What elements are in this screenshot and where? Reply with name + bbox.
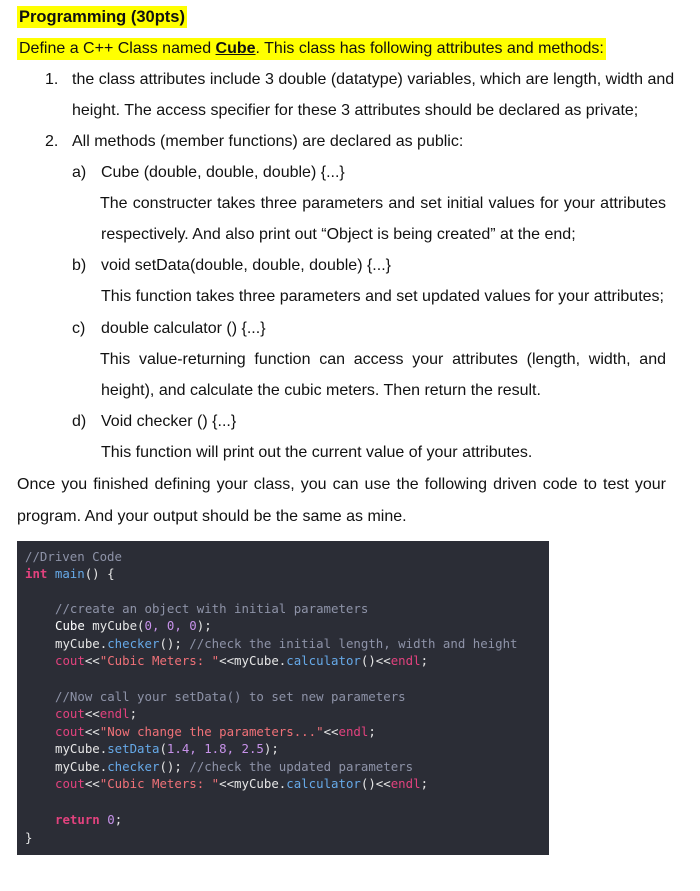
subitem-letter-b: b)	[72, 257, 87, 274]
code-block	[17, 541, 549, 855]
item-1-line-2: height. The access specifier for these 3 attributes should be declared as private;	[72, 102, 639, 119]
subitem-a-desc-1: The constructer takes three parameters and set initial values for your attributes	[100, 195, 666, 212]
code-fn-checker: checker	[107, 636, 160, 651]
item-number-2: 2.	[45, 133, 59, 150]
code-type-cube: Cube	[55, 618, 85, 633]
code-line-cout-1: cout<<"Cubic Meters: "<<myCube.calculator()<<endl;	[55, 653, 429, 668]
code-punct: ();	[159, 759, 182, 774]
code-string: "Cubic Meters: "	[99, 776, 220, 791]
code-fn-calculator: calculator	[286, 653, 361, 668]
code-line-comment-create	[55, 600, 368, 617]
code-keyword-return: return	[55, 812, 100, 827]
code-op: <<	[219, 776, 235, 791]
subitem-b-desc-1: This function takes three parameters and set updated values for your attributes;	[101, 288, 664, 305]
item-1-line-1: the class attributes include 3 double (datatype) variables, which are length, width and	[72, 71, 675, 88]
code-endl: endl	[338, 724, 369, 739]
code-close-brace: }	[25, 830, 33, 845]
code-endl: endl	[390, 776, 421, 791]
code-cout: cout	[55, 653, 85, 668]
code-comment: //create an object with initial parameters	[55, 601, 369, 616]
subitem-d-desc-1: This function will print out the current value of your attributes.	[101, 444, 533, 461]
code-punct: );	[196, 618, 212, 633]
code-string: "Now change the parameters..."	[99, 724, 324, 739]
code-line-cout-endl: cout<<endl;	[55, 706, 138, 721]
code-ident: myCube.	[234, 776, 287, 791]
intro-text-before: Define a C++ Class named	[19, 40, 216, 57]
code-line-main	[25, 565, 115, 582]
code-line-construct	[55, 617, 212, 634]
code-ident: myCube.	[55, 759, 108, 774]
subitem-a-signature: Cube (double, double, double) {...}	[101, 164, 345, 181]
subitem-c-signature: double calculator () {...}	[101, 320, 266, 337]
item-2-line-1: All methods (member functions) are declared as public:	[72, 133, 464, 150]
intro-line	[17, 38, 606, 60]
code-line-close	[25, 829, 32, 846]
code-cout: cout	[55, 776, 85, 791]
code-keyword-int: int	[25, 566, 48, 581]
code-fn-setdata: setData	[107, 741, 160, 756]
code-fn-main: main	[54, 566, 85, 581]
code-comment: //check the initial length, width and height	[181, 636, 518, 651]
code-line-setdata: myCube.setData(1.4, 1.8, 2.5);	[55, 741, 279, 756]
code-line-comment-setdata	[55, 688, 406, 705]
code-op: <<	[84, 653, 100, 668]
subitem-letter-c: c)	[72, 320, 86, 337]
code-op: <<	[219, 653, 235, 668]
class-name: Cube	[215, 40, 256, 57]
code-line-checker-2	[55, 758, 413, 775]
code-endl: endl	[99, 706, 130, 721]
code-punct: () {	[84, 566, 115, 581]
code-op: <<	[375, 776, 391, 791]
code-line-comment-driven	[25, 548, 122, 565]
subitem-c-desc-1: This value-returning function can access your attributes (length, width, and	[100, 351, 666, 368]
subitem-a-desc-2: respectively. And also print out “Object is being created” at the end;	[101, 226, 576, 243]
code-op: <<	[84, 776, 100, 791]
code-op: <<	[375, 653, 391, 668]
code-number: 1.4, 1.8, 2.5	[166, 741, 264, 756]
code-comment: //Now call your setData() to set new parameters	[55, 689, 406, 704]
code-op: <<	[84, 706, 100, 721]
outro-line-2: program. And your output should be the same as mine.	[17, 508, 407, 525]
item-number-1: 1.	[45, 71, 59, 88]
intro-text-after: . This class has following attributes and methods:	[255, 40, 604, 57]
subitem-letter-d: d)	[72, 413, 87, 430]
outro-line-1: Once you finished defining your class, you can use the following driven code to test your	[17, 476, 666, 493]
code-ident: myCube.	[55, 741, 108, 756]
code-ident: myCube.	[234, 653, 287, 668]
code-string: "Cubic Meters: "	[99, 653, 220, 668]
code-line-cout-2: cout<<"Cubic Meters: "<<myCube.calculator()<<endl;	[55, 776, 429, 791]
code-endl: endl	[390, 653, 421, 668]
code-fn-checker: checker	[107, 759, 160, 774]
subitem-c-desc-2: height), and calculate the cubic meters. Then return the result.	[101, 382, 541, 399]
code-punct: ();	[159, 636, 182, 651]
code-line-cout-change: cout<<"Now change the parameters..."<<endl;	[55, 724, 376, 739]
subitem-b-signature: void setData(double, double, double) {...}	[101, 257, 391, 274]
code-ident: myCube(	[84, 618, 145, 633]
code-line-checker-1	[55, 635, 518, 652]
code-op: <<	[84, 724, 100, 739]
code-comment: //check the updated parameters	[181, 759, 414, 774]
code-line-return: return 0;	[55, 812, 123, 827]
page-title: Programming (30pts)	[19, 8, 185, 26]
code-ident: myCube.	[55, 636, 108, 651]
code-cout: cout	[55, 724, 85, 739]
subitem-d-signature: Void checker () {...}	[101, 413, 237, 430]
subitem-letter-a: a)	[72, 164, 87, 181]
code-op: <<	[323, 724, 339, 739]
code-fn-calculator: calculator	[286, 776, 361, 791]
code-cout: cout	[55, 706, 85, 721]
code-comment: //Driven Code	[25, 549, 122, 564]
code-number: 0, 0, 0	[144, 618, 197, 633]
code-number: 0	[107, 812, 115, 827]
